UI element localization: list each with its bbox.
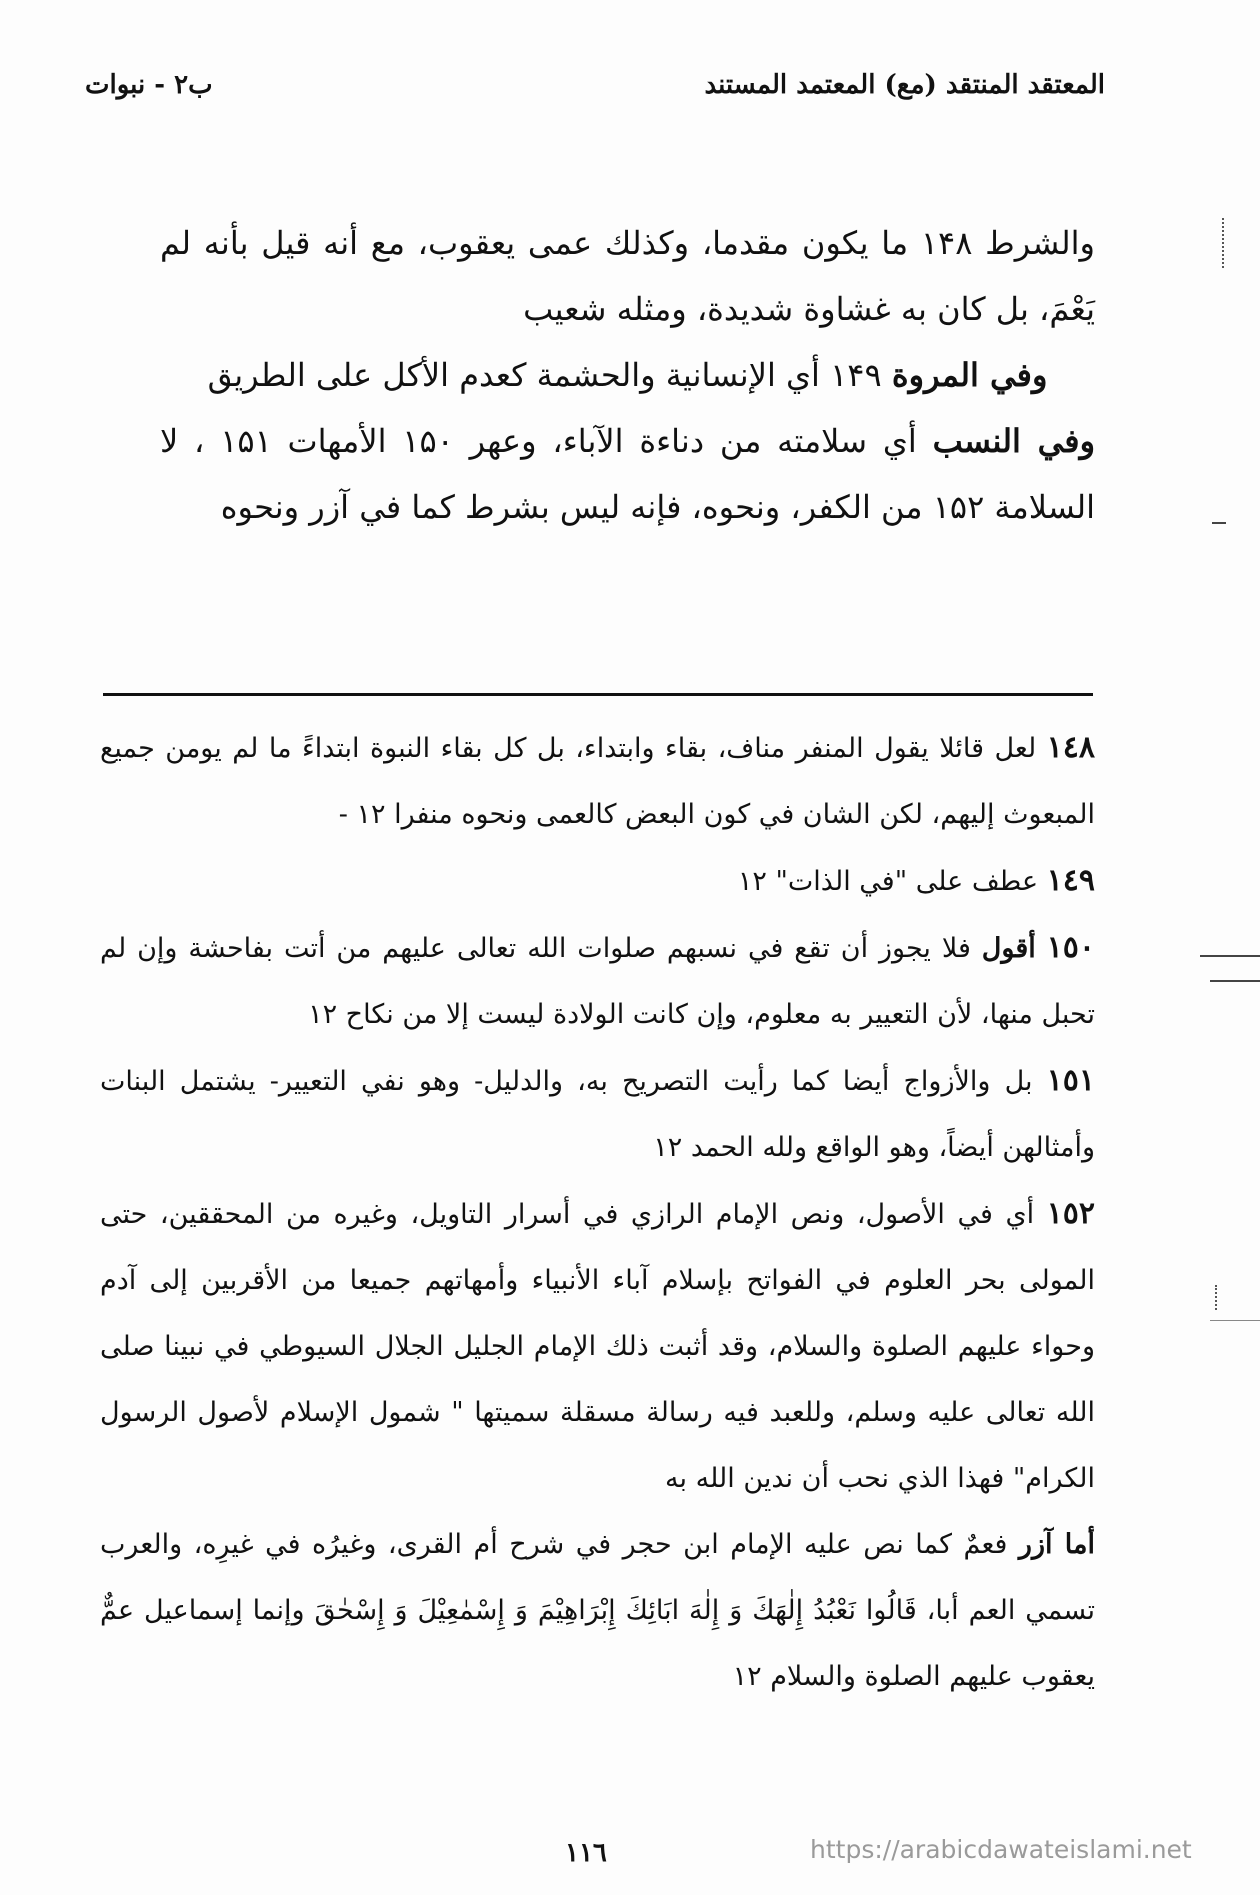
main-text-body [160,210,1095,540]
footnote-151 [100,1048,1095,1181]
footnote-azar [100,1512,1095,1710]
margin-tick [1212,522,1226,524]
watermark-url: https://arabicdawateislami.net [810,1835,1192,1864]
main-paragraph-2 [160,342,1095,408]
page-header [85,70,1105,130]
main-paragraph-1: والشرط ۱۴۸ ما يكون مقدما، وكذلك عمى يعقوب، مع أنه قيل بأنه لم يَعْمَ، بل كان به غشاوة شديدة، ومثله شعيب [160,224,1096,328]
main-paragraph-3 [160,408,1095,540]
footnote-lead: أما آزر [1018,1529,1095,1560]
footnote-text: عطف على "في الذات" ۱۲ [737,866,1039,897]
margin-tick [1210,1320,1260,1321]
footnote-text: بل والأزواج أيضا كما رأيت التصريح به، والدليل- وهو نفي التعيير- يشتمل البنات وأمثالهن أيضاً، وهو الواقع ولله الحمد ۱۲ [100,1066,1095,1163]
footnote-number: ١٥١ [1046,1063,1095,1098]
footnote-text: فعمٌ كما نص عليه الإمام ابن حجر في شرح أم القرى، وغيرُه في غيرِه، والعرب تسمي العم أبا، قَالُوا نَعْبُدُ إِلٰهَكَ وَ إِلٰهَ ابَائِكَ إِبْرَاهِيْمَ وَ إِسْمٰعِيْلَ وَ إِسْحٰقَ وإنما إسماعيل عمٌّ يعقوب عليهم الصلوة والسلام ۱۲ [100,1529,1095,1692]
margin-dots [1222,218,1226,268]
margin-tick [1210,980,1260,982]
book-title: المعتقد المنتقد (مع) المعتمد المستند [704,70,1105,100]
footnote-148 [100,715,1095,848]
footnote-149 [100,848,1095,915]
footnote-150 [100,915,1095,1048]
main-paragraph-2-text: ۱۴۹ أي الإنسانية والحشمة كعدم الأكل على الطريق [207,356,892,394]
footnote-text: لعل قائلا يقول المنفر مناف، بقاء وابتداء، بل كل بقاء النبوة ابتداءً ما لم يومن جميع المبعوث إليهم، لكن الشان في كون البعض كالعمى ونحوه منفرا ۱۲ - [100,733,1095,830]
footnote-number: ١٤٨ [1046,730,1095,765]
footnote-divider [103,693,1093,696]
footnote-number: ١٥٠ [1046,930,1096,965]
section-label: ب۲ - نبوات [85,70,213,100]
footnote-number: ١٤٩ [1046,863,1095,898]
footnote-lead: أقول [981,933,1036,964]
footnote-number: ١٥٢ [1046,1196,1095,1231]
footnote-152 [100,1181,1095,1512]
margin-dots [1215,1285,1219,1310]
footnote-text: فلا يجوز أن تقع في نسبهم صلوات الله تعالى عليهم من أتت بفاحشة وإن لم تحبل منها، لأن التعيير به معلوم، وإن كانت الولادة ليست إلا من نكاح ۱۲ [100,933,1095,1030]
main-paragraph-3-lead: وفي النسب [932,422,1096,460]
footnotes-section [100,715,1095,1710]
footnote-text: أي في الأصول، ونص الإمام الرازي في أسرار التاويل، وغيره من المحققين، حتى المولى بحر العلوم في الفواتح بإسلام آباء الأنبياء وأمهاتهم جميعا من الأقربين إلى آدم وحواء عليهم الصلوة والسلام، وقد أثبت ذلك الإمام الجليل الجلال السيوطي في نبينا صلى الله تعالى عليه وسلم، وللعبد فيه رسالة مسقلة سميتها " شمول الإسلام لأصول الرسول الكرام" فهذا الذي نحب أن ندين الله به [100,1199,1095,1494]
main-paragraph-3-text: أي سلامته من دناءة الآباء، وعهر ۱۵۰ الأمهات ۱۵۱ ، لا السلامة ۱۵۲ من الكفر، ونحوه، فإنه ليس بشرط كما في آزر ونحوه [160,422,1095,526]
main-paragraph-2-lead: وفي المروة [891,356,1048,394]
margin-tick [1200,955,1260,957]
page-number: ١١٦ [565,1838,607,1868]
